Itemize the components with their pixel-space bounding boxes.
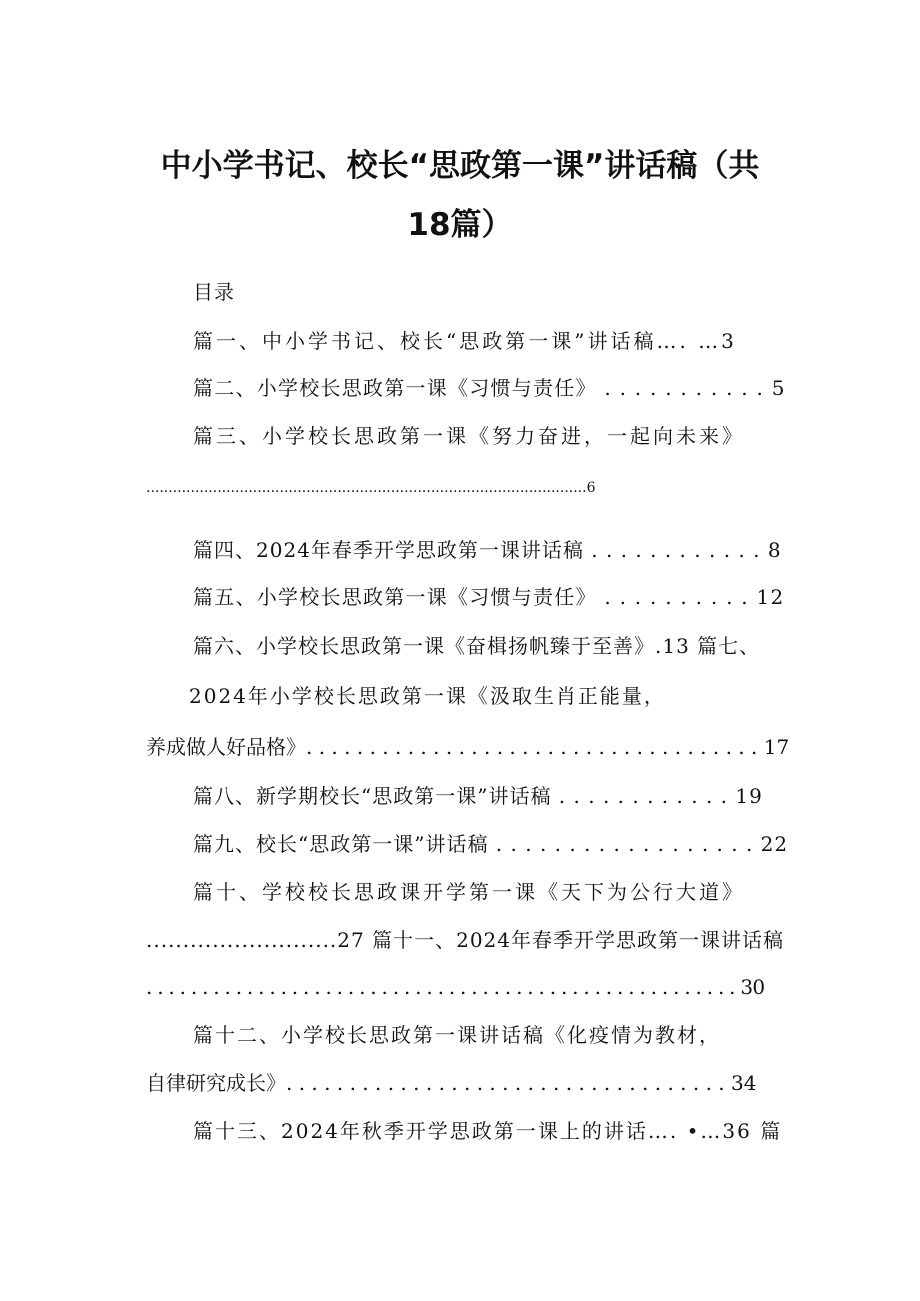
- document-title-line-2: 18篇）: [407, 207, 513, 243]
- toc-entry: 篇四、2024年春季开学思政第一课讲话稿 . . . . . . . . . . . . 8: [193, 538, 782, 562]
- toc-entry: 篇十、学校校长思政课开学第一课《天下为公行大道》: [193, 880, 745, 904]
- toc-entry-continuation: . . . . . . . . . . . . . . . . . . . . . . . . . . . . . . . . . . . . . . . . . . . . . . . . . . . . . 30: [146, 975, 765, 999]
- toc-entry: 篇六、小学校长思政第一课《奋楫扬帆臻于至善》.13 篇七、: [193, 634, 761, 658]
- toc-entry: 篇五、小学校长思政第一课《习惯与责任》 . . . . . . . . . . 12: [193, 585, 785, 609]
- toc-entry: 篇八、新学期校长“思政第一课”讲话稿 . . . . . . . . . . . . 19: [193, 784, 763, 808]
- toc-entry: 篇九、校长“思政第一课”讲话稿 . . . . . . . . . . . . . . . . . . 22: [193, 832, 789, 856]
- toc-entry-continuation: 自律研究成长》. . . . . . . . . . . . . . . . . . . . . . . . . . . . . . . . . . . 34: [146, 1071, 757, 1095]
- toc-entry: 篇二、小学校长思政第一课《习惯与责任》 . . . . . . . . . . . 5: [193, 376, 786, 400]
- toc-entry: 篇十二、小学校长思政第一课讲话稿《化疫情为教材，: [193, 1023, 721, 1047]
- toc-heading: 目录: [193, 280, 235, 304]
- toc-entry-continuation: 养成做人好品格》. . . . . . . . . . . . . . . . . . . . . . . . . . . . . . . . . . . . 17: [146, 735, 790, 759]
- toc-entry-continuation: 2024年小学校长思政第一课《汲取生肖正能量，: [189, 684, 666, 708]
- toc-entry: 篇十三、2024年秋季开学思政第一课上的讲话…. •…36 篇: [193, 1119, 783, 1143]
- toc-entry: ..........................27 篇十一、2024年春季开学思政第一课讲话稿: [146, 928, 784, 952]
- toc-entry-continuation: ...................................................................................................6: [146, 480, 596, 496]
- document-title-line-1: 中小学书记、校长“思政第一课”讲话稿（共: [160, 148, 760, 184]
- toc-entry: 篇一、中小学书记、校长“思政第一课”讲话稿…. …3: [193, 329, 737, 353]
- toc-entry: 篇三、小学校长思政第一课《努力奋进，一起向未来》: [193, 424, 745, 448]
